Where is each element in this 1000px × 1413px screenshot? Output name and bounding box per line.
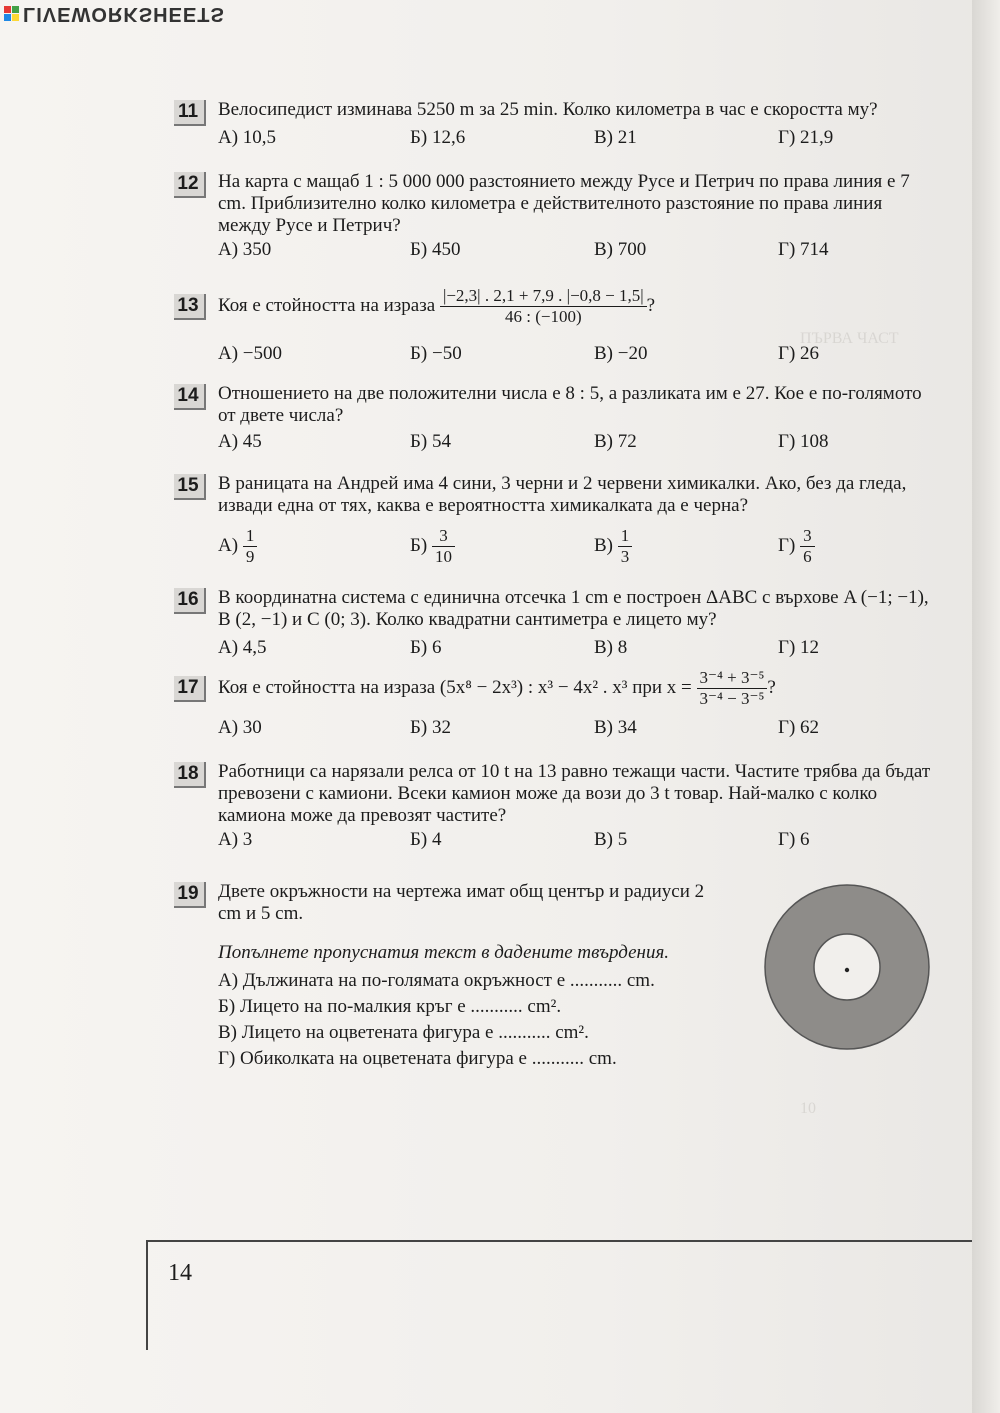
logo-squares-icon: [4, 6, 19, 21]
answer-option[interactable]: Г) 26: [778, 343, 820, 364]
logo-text: LIVEWORKSHEETS: [23, 2, 225, 25]
footer-vertical-rule: [146, 1240, 148, 1350]
fraction-numerator: 3⁻⁴ + 3⁻⁵: [697, 668, 768, 689]
answer-label: Г): [778, 534, 796, 556]
question-text: Отношението на две положителни числа е 8 : 5, а разликата им е 27. Кое е по-голямото от двете числа?: [218, 383, 922, 426]
answer-fraction: [243, 526, 258, 567]
answer-options: [218, 636, 938, 662]
question-text: В координатна система с единична отсечка 1 cm е построен ΔABC с върхове A (−1; −1), B (2, −1) и C (0; 3). Колко квадратни сантиметра е лицето му?: [218, 587, 929, 630]
question-text: В раницата на Андрей има 4 сини, 3 черни и 2 червени химикалки. Ако, без да гледа, извади една от тях, каква е вероятността химикалката да е черна?: [218, 473, 907, 516]
page-edge-shadow: [972, 0, 1000, 1413]
answer-option[interactable]: [778, 526, 815, 567]
answer-option[interactable]: Б) 12,6: [410, 127, 466, 148]
fraction-numerator: 1: [243, 526, 258, 547]
instruction-text: Попълнете пропуснатия текст в дадените твърдения.: [218, 942, 670, 963]
answer-option[interactable]: Г) 21,9: [778, 127, 834, 148]
answer-option[interactable]: В) 34: [594, 717, 637, 738]
question-number: 18: [174, 762, 206, 788]
answer-options: [218, 430, 938, 456]
answer-option[interactable]: А) −500: [218, 343, 283, 364]
answer-option[interactable]: Г) 12: [778, 637, 820, 658]
answer-fraction: [432, 526, 455, 567]
answer-option[interactable]: Б) −50: [410, 343, 462, 364]
answer-options: [218, 238, 938, 264]
answer-option[interactable]: А) 30: [218, 717, 262, 738]
question-number: 13: [174, 294, 206, 320]
fill-in-statement[interactable]: Г) Обиколката на оцветената фигура е ........... cm.: [218, 1048, 617, 1069]
answer-option[interactable]: [594, 526, 632, 567]
question-text: [218, 286, 938, 327]
answer-option[interactable]: В) 21: [594, 127, 637, 148]
footer-rule: [146, 1240, 972, 1242]
answer-option[interactable]: Б) 4: [410, 829, 442, 850]
question-number: 15: [174, 474, 206, 500]
answer-option[interactable]: Б) 450: [410, 239, 461, 260]
answer-option[interactable]: Г) 6: [778, 829, 810, 850]
fraction-denominator: 9: [245, 547, 255, 566]
question-text-before: Коя е стойността на израза (5x⁸ − 2x³) : x³ − 4x² . x³ при x =: [218, 676, 692, 698]
fill-in-statement[interactable]: А) Дължината на по-голямата окръжност е ........... cm.: [218, 970, 655, 991]
answer-options: [218, 342, 938, 368]
answer-fraction: [800, 526, 815, 567]
fraction-numerator: 3: [432, 526, 455, 547]
concentric-circles-figure: [762, 882, 932, 1052]
question-text: Работници са нарязали релса от 10 t на 13 равно тежащи части. Частите трябва да бъдат превозени с камиони. Всеки камион може да вози до 3 t товар. Най-малко с колко камиона може да превозят частите?: [218, 761, 931, 826]
answer-option[interactable]: В) 5: [594, 829, 628, 850]
answer-options: [218, 126, 938, 152]
question-number: 19: [174, 882, 206, 908]
question-text-before: Коя е стойността на израза: [218, 294, 436, 316]
question-number: 12: [174, 172, 206, 198]
answer-option[interactable]: В) 72: [594, 431, 637, 452]
question-text-after: ?: [767, 676, 776, 698]
fill-in-block: [218, 942, 738, 1072]
answer-option[interactable]: Б) 32: [410, 717, 451, 738]
fill-in-statement[interactable]: В) Лицето на оцветената фигура е ........... cm².: [218, 1022, 589, 1043]
question-text: Двете окръжности на чертежа имат общ център и радиуси 2 cm и 5 cm.: [218, 881, 705, 924]
expression-fraction: [697, 668, 768, 709]
fill-in-statement[interactable]: Б) Лицето на по-малкия кръг е ........... cm².: [218, 996, 562, 1017]
answer-option[interactable]: Г) 108: [778, 431, 829, 452]
fraction-denominator: 46 : (−100): [504, 307, 582, 326]
fraction-denominator: 10: [435, 547, 452, 566]
answer-label: А): [218, 534, 239, 556]
question-text: Велосипедист изминава 5250 m за 25 min. Колко километра в час е скоростта му?: [218, 99, 878, 120]
answer-label: В): [594, 534, 613, 556]
question-number: 11: [174, 100, 206, 126]
answer-option[interactable]: В) 700: [594, 239, 647, 260]
answer-option[interactable]: Г) 62: [778, 717, 820, 738]
answer-option[interactable]: [410, 526, 455, 567]
answer-option[interactable]: А) 3: [218, 829, 253, 850]
question-number: 16: [174, 588, 206, 614]
fraction-numerator: |−2,3| . 2,1 + 7,9 . |−0,8 − 1,5|: [440, 286, 647, 307]
question-number: 14: [174, 384, 206, 410]
answer-option[interactable]: Б) 6: [410, 637, 442, 658]
question-text-after: ?: [646, 294, 656, 316]
answer-option[interactable]: Б) 54: [410, 431, 451, 452]
fraction-numerator: 3: [800, 526, 815, 547]
bleed-through-text: ПЪРВА ЧАСТ: [800, 330, 899, 347]
fraction-denominator: 3⁻⁴ − 3⁻⁵: [699, 689, 765, 708]
fraction-numerator: 1: [618, 526, 633, 547]
center-point: [845, 968, 849, 972]
liveworksheets-logo: [4, 2, 225, 24]
answer-option[interactable]: [218, 526, 257, 567]
answer-label: Б): [410, 534, 428, 556]
answer-option[interactable]: А) 45: [218, 431, 262, 452]
answer-option[interactable]: А) 4,5: [218, 637, 267, 658]
answer-option[interactable]: А) 350: [218, 239, 272, 260]
answer-fraction: [618, 526, 633, 567]
fraction-denominator: 3: [620, 547, 630, 566]
answer-option[interactable]: Г) 714: [778, 239, 829, 260]
answer-option[interactable]: В) −20: [594, 343, 648, 364]
expression-fraction: [440, 286, 647, 327]
answer-option[interactable]: А) 10,5: [218, 127, 277, 148]
bleed-through-text: 10: [800, 1100, 816, 1117]
question-text: [218, 668, 938, 709]
page-number: 14: [168, 1260, 192, 1286]
fraction-denominator: 6: [803, 547, 812, 566]
answer-option[interactable]: В) 8: [594, 637, 628, 658]
question-text: На карта с мащаб 1 : 5 000 000 разстоянието между Русе и Петрич по права линия е 7 cm. Приблизително колко километра е действителното разстояние по права линия между Русе и Петрич?: [218, 171, 910, 236]
answer-options: [218, 524, 938, 568]
inner-circle: [814, 934, 880, 1000]
question-number: 17: [174, 676, 206, 702]
answer-options: [218, 828, 938, 854]
answer-options: [218, 716, 938, 742]
